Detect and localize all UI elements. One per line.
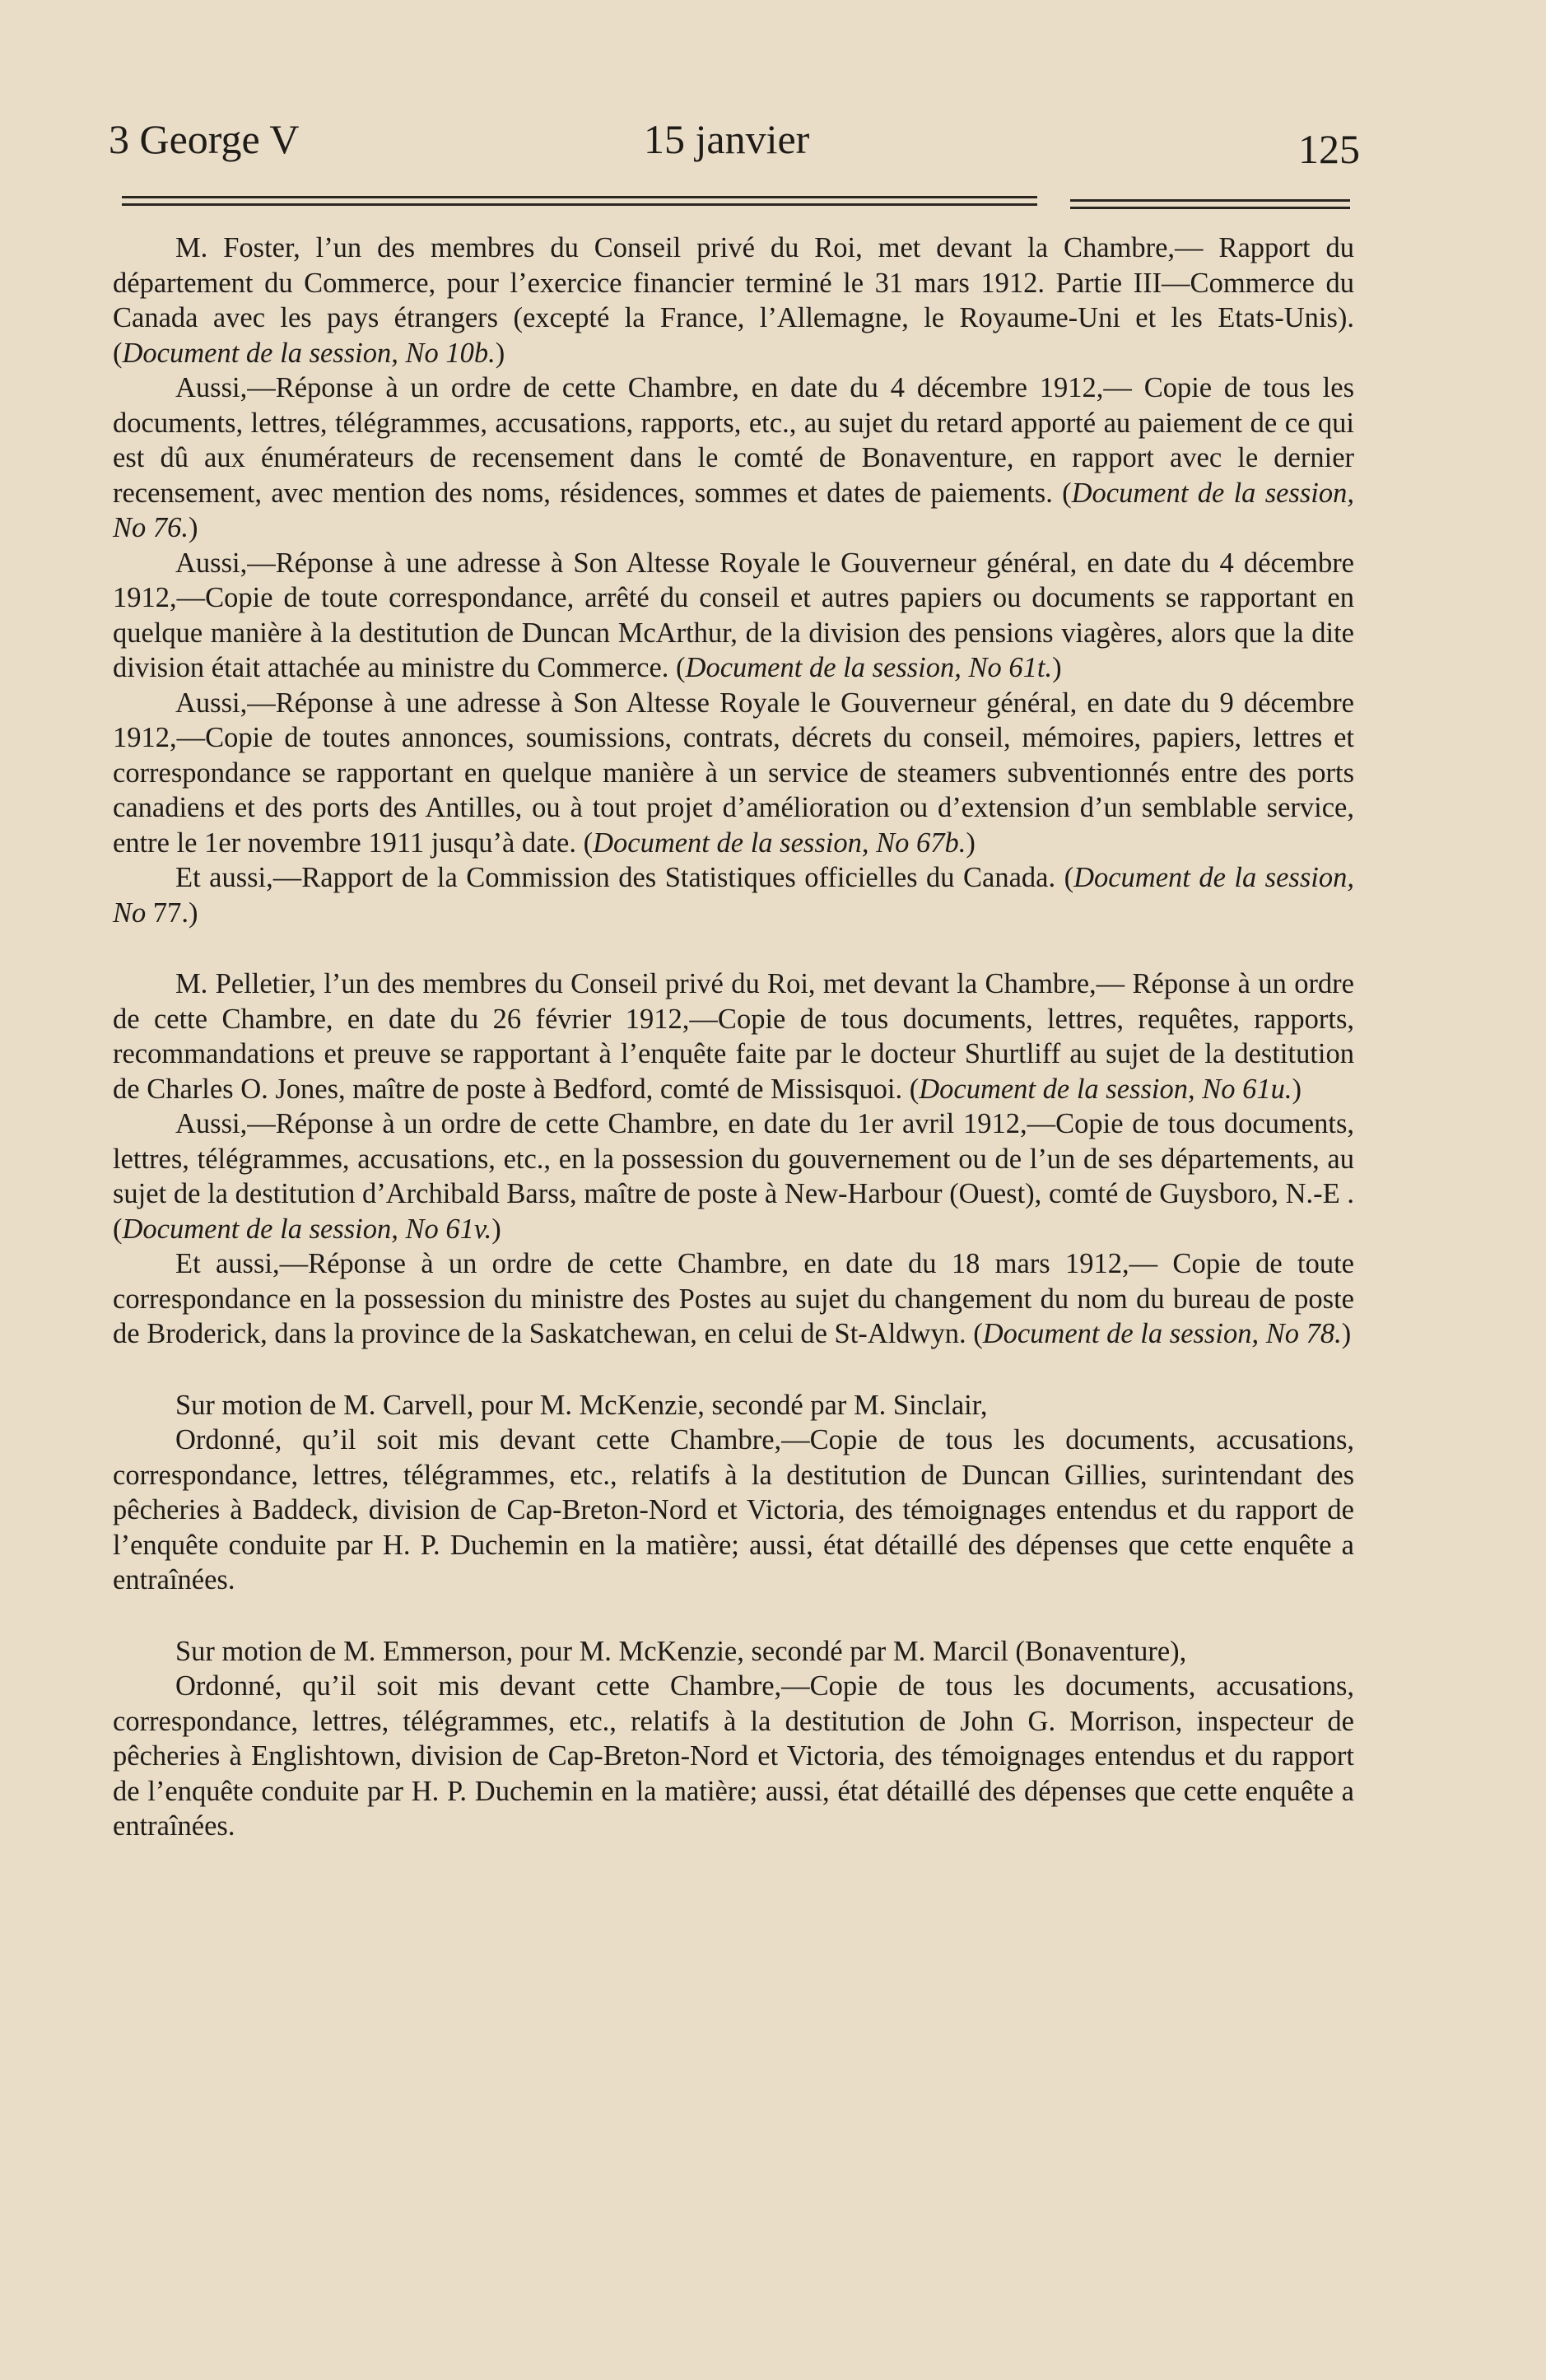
document-body <box>113 231 1354 1844</box>
paragraph-text-end: ) <box>491 1213 501 1245</box>
paragraph-text-end: ) <box>1292 1073 1302 1105</box>
document-reference: Document de la session, No 61u. <box>919 1073 1292 1105</box>
header-rule-top-left <box>122 196 1037 198</box>
document-reference: Document de la session, No 67b. <box>593 827 966 859</box>
paragraph-text-end: ) <box>966 827 976 859</box>
document-reference: Document de la session, No <box>113 862 1354 929</box>
paragraph <box>113 370 1354 546</box>
paragraph-text-end: ) <box>495 337 505 369</box>
header-rule-bottom-right <box>1070 207 1350 209</box>
paragraph-text: Aussi,—Réponse à une adresse à Son Altesse Royale le Gouverneur général, en date du 9 décembre 1912,—Copie de toutes annonces, soumissions, contrats, décrets du conseil, mémoires, papiers, lettres et correspondance se rapportant en quelque manière à un service de steamers subventionnés entre des ports canadiens et des ports des Antilles, ou à tout projet d’amélioration ou d’extension d’un semblable service, entre le 1er novembre 1911 jusqu’à date. ( <box>113 687 1354 859</box>
paragraph <box>113 546 1354 686</box>
paragraph-text: Aussi,—Réponse à un ordre de cette Chambre, en date du 1er avril 1912,—Copie de tous documents, lettres, télégrammes, accusations, etc., en la possession du gouvernement ou de l’un de ses départements, au sujet de la destitution d’Archibald Barss, maître de poste à New-Harbour (Ouest), comté de Guysboro, N.-E . ( <box>113 1108 1354 1245</box>
header-rules <box>115 196 1350 221</box>
paragraph <box>113 966 1354 1106</box>
paragraph-text: Ordonné, qu’il soit mis devant cette Chambre,—Copie de tous les documents, accusations, correspondance, lettres, télégrammes, etc., relatifs à la destitution de Duncan Gillies, surintendant des pêcheries à Baddeck, division de Cap-Breton-Nord et Victoria, des témoignages entendus et du rapport de l’enquête conduite par H. P. Duchemin en la matière; aussi, état détaillé des dépenses que cette enquête a entraînées. <box>113 1424 1354 1595</box>
header-rule-bottom-left <box>122 203 1037 206</box>
page-number: 125 <box>1298 126 1360 172</box>
paragraph <box>113 1634 1354 1670</box>
document-reference: Document de la session, No 78. <box>982 1318 1342 1349</box>
header-reign: 3 George V <box>109 116 300 162</box>
paragraph-text: M. Pelletier, l’un des membres du Conseil privé du Roi, met devant la Chambre,— Réponse à un ordre de cette Chambre, en date du 26 février 1912,—Copie de tous documents, lettres, requêtes, rapports, recommandations et preuve se rapportant à l’enquête faite par le docteur Shurtliff au sujet de la destitution de Charles O. Jones, maître de poste à Bedford, comté de Missisquoi. ( <box>113 968 1354 1105</box>
paragraph <box>113 686 1354 861</box>
paragraph-text-end: ) <box>189 512 198 543</box>
header-date: 15 janvier <box>644 116 810 162</box>
paragraph-text: Sur motion de M. Carvell, pour M. McKenzie, secondé par M. Sinclair, <box>175 1389 988 1421</box>
paragraph-text: Et aussi,—Rapport de la Commission des Statistiques officielles du Canada. ( <box>175 862 1074 893</box>
paragraph-text: Aussi,—Réponse à un ordre de cette Chambre, en date du 4 décembre 1912,— Copie de tous les documents, lettres, télégrammes, accusations, rapports, etc., au sujet du retard apporté au paiement de ce qui est dû aux énumérateurs de recensement dans le comté de Bonaventure, en rapport avec le dernier recensement, avec mention des noms, résidences, sommes et dates de paiements. ( <box>113 372 1354 509</box>
paragraph <box>113 1246 1354 1352</box>
paragraph-text: M. Foster, l’un des membres du Conseil privé du Roi, met devant la Chambre,— Rapport du département du Commerce, pour l’exercice financier terminé le 31 mars 1912. Partie III—Commerce du Canada avec les pays étrangers (excepté la France, l’Allemagne, le Royaume-Uni et les Etats-Unis). ( <box>113 232 1354 369</box>
page-header <box>109 115 1360 181</box>
paragraph-text-end: ) <box>1341 1318 1352 1349</box>
header-rule-top-right <box>1070 199 1350 202</box>
paragraph <box>113 1423 1354 1598</box>
paragraph <box>113 1106 1354 1246</box>
document-reference: Document de la session, No 61t. <box>685 652 1053 683</box>
paragraph <box>113 1669 1354 1844</box>
paragraph <box>113 231 1354 370</box>
paragraph <box>113 1388 1354 1423</box>
paragraph-text-end: 77.) <box>146 897 198 929</box>
document-reference: Document de la session, No 10b. <box>122 337 496 369</box>
paragraph-text-end: ) <box>1052 652 1062 683</box>
paragraph <box>113 860 1354 930</box>
document-reference: Document de la session, No 76. <box>113 477 1354 543</box>
paragraph-text: Et aussi,—Réponse à un ordre de cette Chambre, en date du 18 mars 1912,— Copie de toute correspondance en la possession du ministre des Postes au sujet du changement du nom du bureau de poste de Broderick, dans la province de la Saskatchewan, en celui de St-Aldwyn. ( <box>113 1248 1354 1349</box>
paragraph-text: Sur motion de M. Emmerson, pour M. McKenzie, secondé par M. Marcil (Bonaventure), <box>175 1635 1187 1667</box>
paragraph-text: Aussi,—Réponse à une adresse à Son Altesse Royale le Gouverneur général, en date du 4 décembre 1912,—Copie de toute correspondance, arrêté du conseil et autres papiers ou documents se rapportant en quelque manière à la destitution de Duncan McArthur, de la division des pensions viagères, alors que la dite division était attachée au ministre du Commerce. ( <box>113 547 1354 683</box>
document-reference: Document de la session, No 61v. <box>122 1213 492 1245</box>
paragraph-text: Ordonné, qu’il soit mis devant cette Chambre,—Copie de tous les documents, accusations, correspondance, lettres, télégrammes, etc., relatifs à la destitution de John G. Morrison, inspecteur de pêcheries à Englishtown, division de Cap-Breton-Nord et Victoria, des témoignages entendus et du rapport de l’enquête conduite par H. P. Duchemin en la matière; aussi, état détaillé des dépenses que cette enquête a entraînées. <box>113 1670 1354 1842</box>
